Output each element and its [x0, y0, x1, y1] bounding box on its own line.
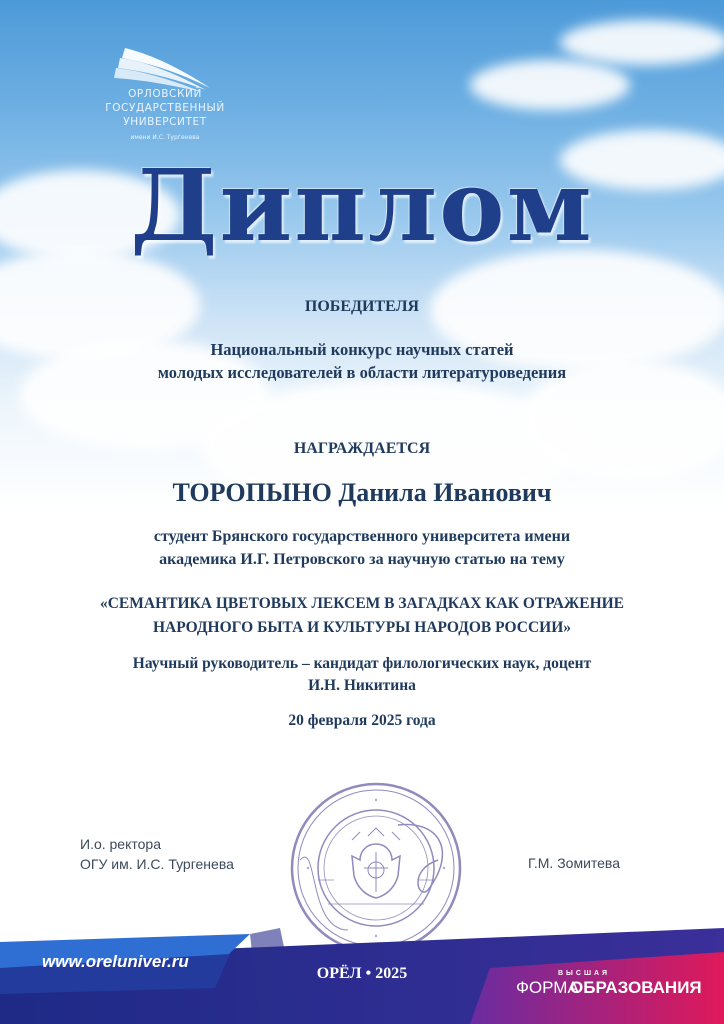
recipient-description-line1: студент Брянского государственного университета имени: [153, 528, 571, 545]
logo-text-line1: ОРЛОВСКИЙ: [128, 88, 202, 100]
logo-text-line3: УНИВЕРСИТЕТ: [123, 116, 207, 128]
logo-text-line4: имени И.С. Тургенева: [130, 134, 200, 141]
supervisor-line2: И.Н. Никитина: [308, 677, 416, 694]
article-topic-line2: НАРОДНОГО БЫТА И КУЛЬТУРЫ НАРОДОВ РОССИИ»: [152, 619, 571, 636]
brand-forma-text: ФОРМА: [516, 978, 579, 997]
university-logo: [100, 44, 225, 154]
signatory-name: Г.М. Зомитева: [528, 855, 620, 871]
recipient-description-line2: академика И.Г. Петровского за научную статью на тему: [159, 551, 565, 568]
contest-name-line2: молодых исследователей в области литературоведения: [157, 363, 567, 382]
signatory-position: И.о. ректора: [80, 836, 161, 852]
brand-small-text: ВЫСШАЯ: [558, 970, 611, 977]
article-topic-line1: «СЕМАНТИКА ЦВЕТОВЫХ ЛЕКСЕМ В ЗАГАДКАХ КАК ОТРАЖЕНИЕ: [99, 595, 625, 612]
website-url: www.oreluniver.ru: [42, 952, 189, 971]
winner-label: ПОБЕДИТЕЛЯ: [304, 298, 420, 315]
awarded-label: НАГРАЖДАЕТСЯ: [293, 440, 431, 457]
brand-obrazovaniya-text: ОБРАЗОВАНИЯ: [570, 978, 702, 997]
wings-icon: [110, 44, 220, 94]
city-year: ОРЁЛ • 2025: [316, 965, 408, 982]
contest-name-line1: Национальный конкурс научных статей: [210, 340, 514, 359]
supervisor-line1: Научный руководитель – кандидат филологических наук, доцент: [132, 655, 592, 672]
recipient-name: ТОРОПЫНО Данила Иванович: [172, 478, 552, 507]
signatory-organization: ОГУ им. И.С. Тургенева: [80, 856, 234, 872]
logo-text-line2: ГОСУДАРСТВЕННЫЙ: [105, 102, 225, 114]
diploma-title: Диплом: [130, 149, 594, 264]
award-date: 20 февраля 2025 года: [288, 712, 436, 729]
